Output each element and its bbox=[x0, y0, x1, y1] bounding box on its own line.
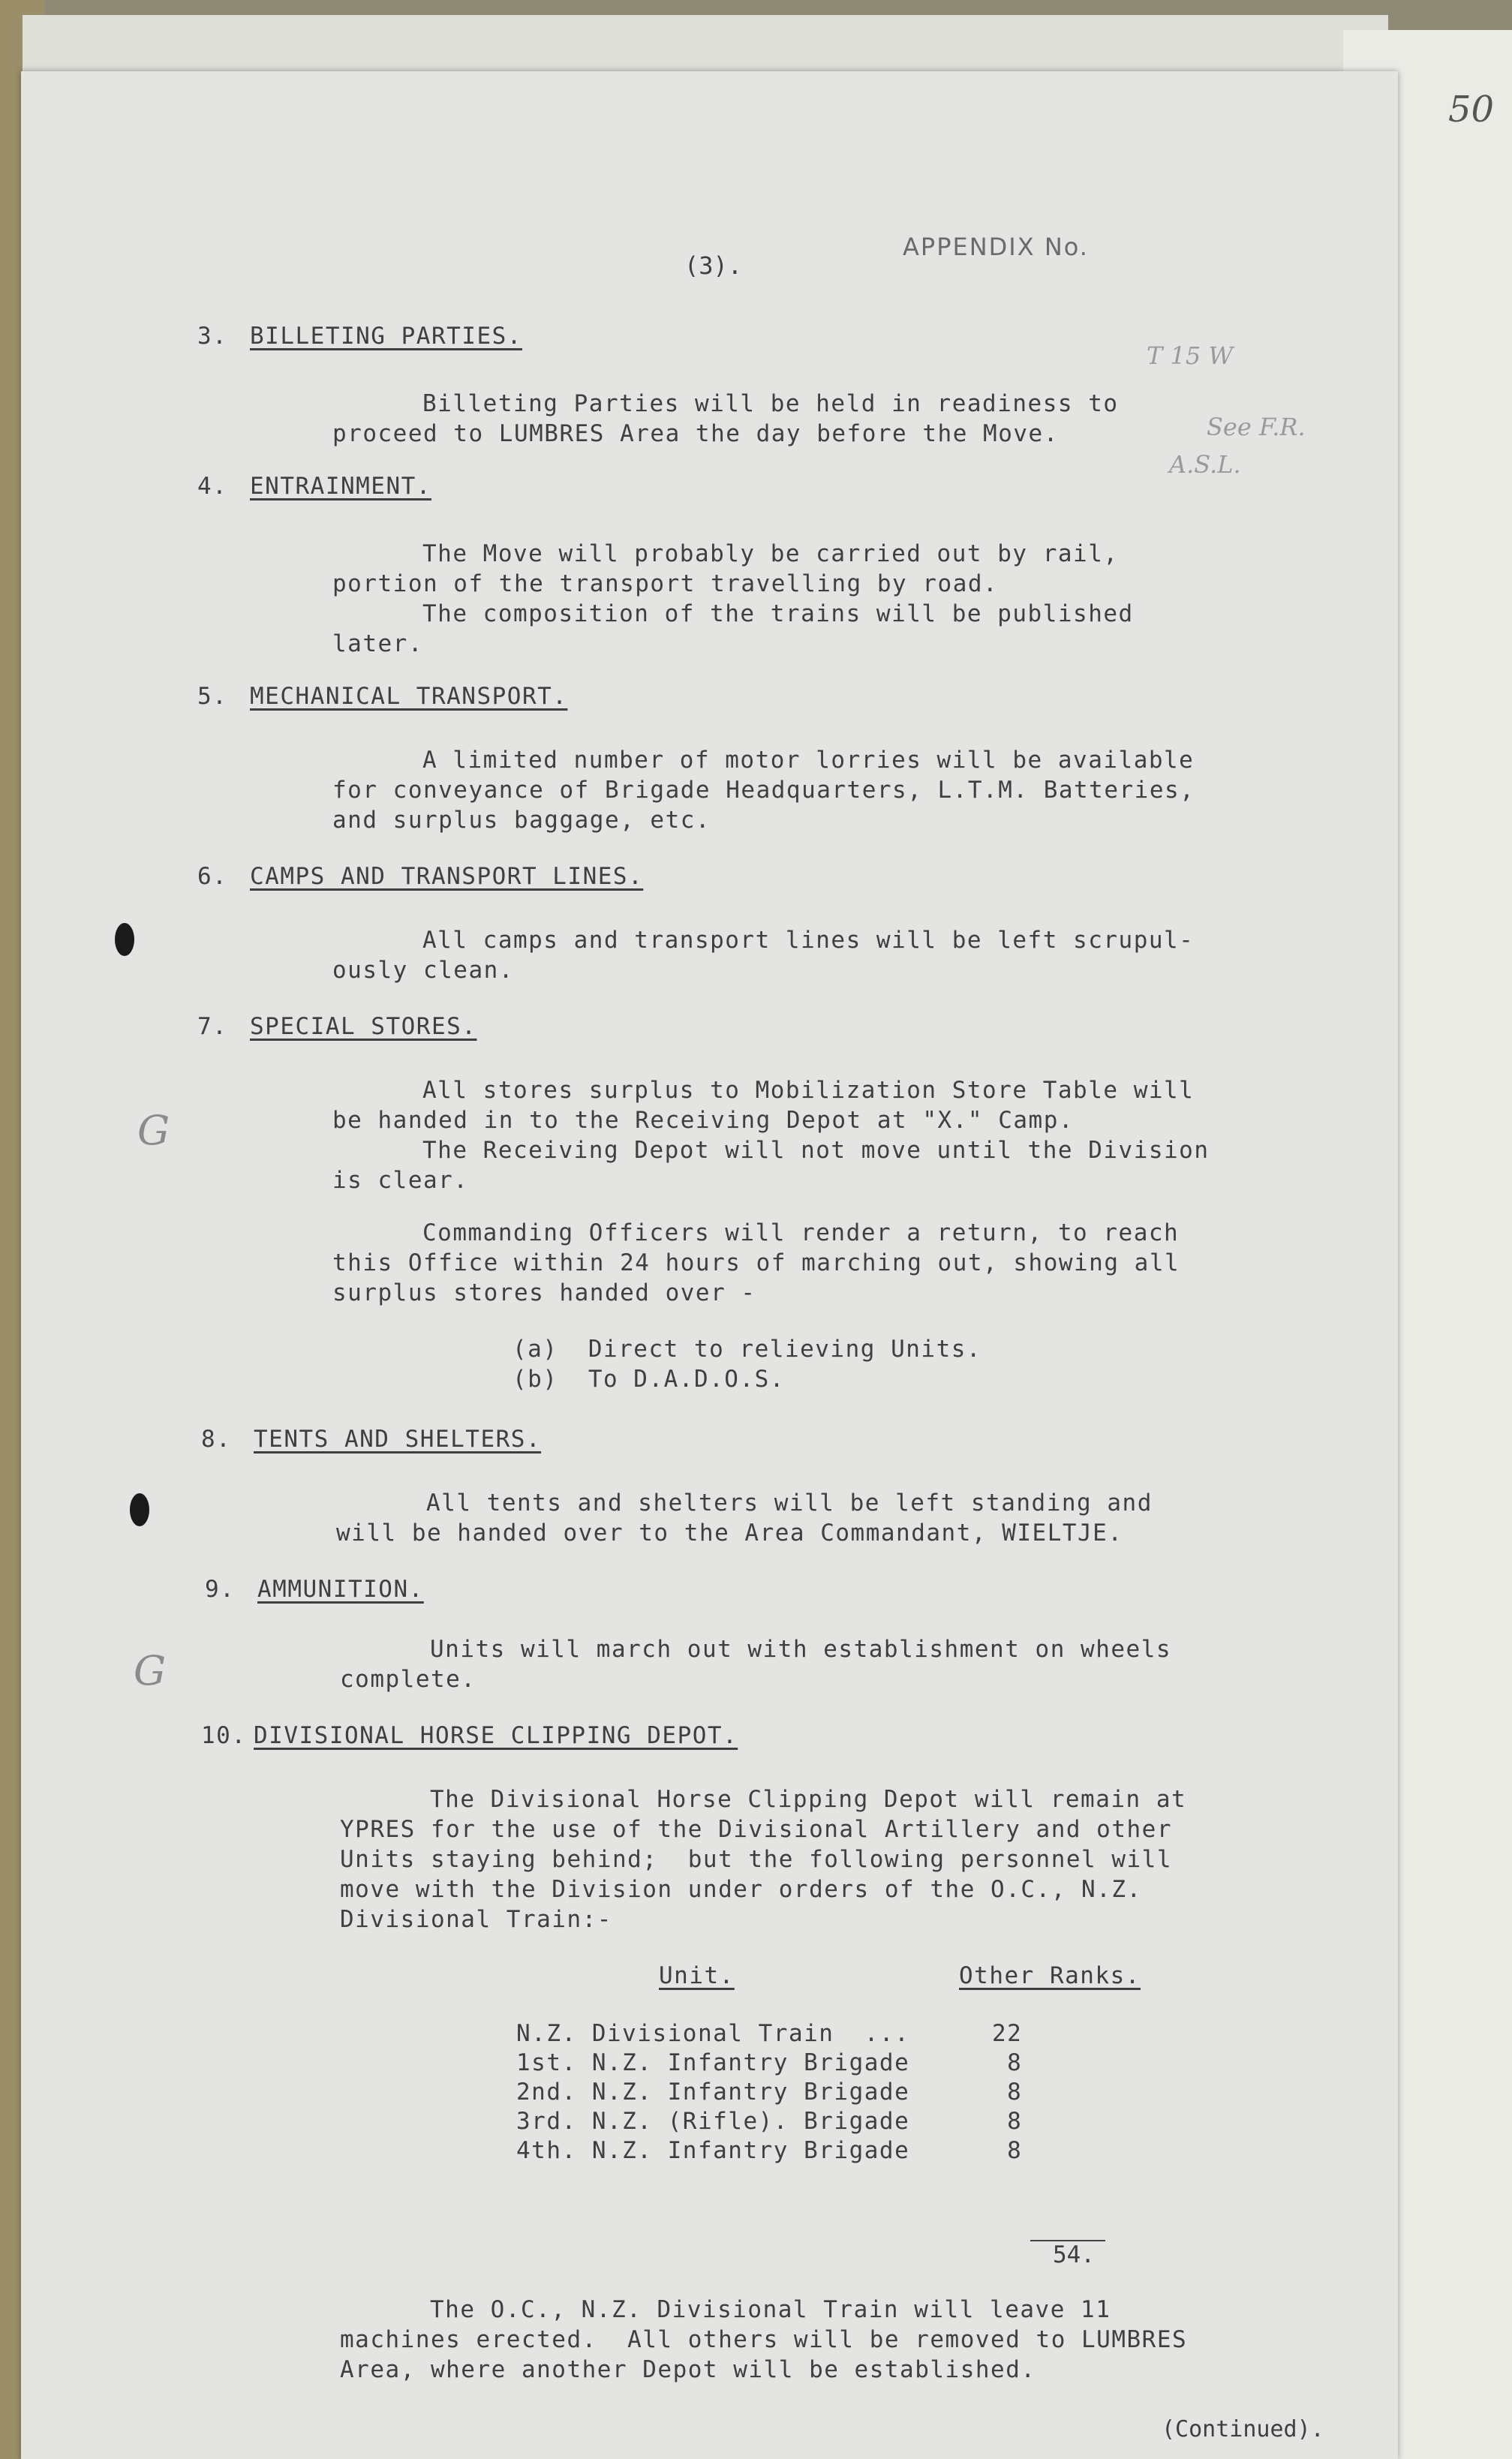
section-10-line-1: The Divisional Horse Clipping Depot will remain at bbox=[430, 1786, 1187, 1813]
section-6-line-2: ously clean. bbox=[332, 957, 514, 984]
section-7-item-b: (b) To D.A.D.O.S. bbox=[513, 1366, 785, 1393]
section-title: BILLETING PARTIES. bbox=[250, 323, 522, 350]
closing-line-1: The O.C., N.Z. Divisional Train will leave 11 bbox=[430, 2296, 1111, 2323]
section-10-line-5: Divisional Train:- bbox=[340, 1906, 612, 1933]
section-title: MECHANICAL TRANSPORT. bbox=[250, 683, 568, 710]
section-3-line-2: proceed to LUMBRES Area the day before the Move. bbox=[332, 420, 1059, 447]
section-7-line-4: is clear. bbox=[332, 1167, 469, 1194]
section-7-heading bbox=[197, 1013, 476, 1040]
section-7-item-a: (a) Direct to relieving Units. bbox=[513, 1336, 982, 1363]
section-10-line-2: YPRES for the use of the Divisional Artillery and other bbox=[340, 1816, 1172, 1843]
closing-line-3: Area, where another Depot will be established. bbox=[340, 2356, 1036, 2383]
section-8-heading bbox=[201, 1426, 541, 1453]
section-number: 4. bbox=[197, 473, 228, 500]
section-3-heading bbox=[197, 323, 522, 350]
section-4-line-3: The composition of the trains will be published bbox=[422, 600, 1134, 627]
section-5-line-1: A limited number of motor lorries will be available bbox=[422, 747, 1195, 774]
pencil-note-2: See F.R. bbox=[1207, 413, 1306, 441]
section-number: 7. bbox=[197, 1013, 228, 1040]
section-6-line-1: All camps and transport lines will be left scrupul- bbox=[422, 927, 1195, 954]
section-8-line-2: will be handed over to the Area Commandant, WIELTJE. bbox=[336, 1520, 1123, 1547]
unit-cell: 1st. N.Z. Infantry Brigade bbox=[516, 2049, 910, 2076]
table-row bbox=[516, 2136, 1052, 2165]
section-4-line-1: The Move will probably be carried out by rail, bbox=[422, 540, 1119, 567]
section-number: 3. bbox=[197, 323, 228, 350]
unit-cell: N.Z. Divisional Train ... bbox=[516, 2019, 910, 2047]
appendix-stamp: APPENDIX No. bbox=[903, 233, 1089, 261]
section-4-line-4: later. bbox=[332, 630, 423, 657]
table-header-ranks: Other Ranks. bbox=[959, 1962, 1141, 1989]
margin-mark-9: G bbox=[134, 1647, 167, 1694]
unit-cell: 2nd. N.Z. Infantry Brigade bbox=[516, 2078, 910, 2106]
table-total: 54. bbox=[1053, 2241, 1095, 2268]
section-3-line-1: Billeting Parties will be held in readiness to bbox=[422, 390, 1119, 417]
section-7-line-7: surplus stores handed over - bbox=[332, 1279, 756, 1306]
section-10-line-4: move with the Division under orders of the O.C., N.Z. bbox=[340, 1876, 1142, 1903]
section-5-heading bbox=[197, 683, 567, 710]
section-number: 5. bbox=[197, 683, 228, 710]
table-row bbox=[516, 2019, 1052, 2048]
ranks-cell: 8 bbox=[1007, 2078, 1023, 2106]
section-7-line-5: Commanding Officers will render a return, to reach bbox=[422, 1219, 1180, 1246]
section-title: ENTRAINMENT. bbox=[250, 473, 431, 500]
document-page bbox=[21, 71, 1398, 2459]
pencil-note-3: A.S.L. bbox=[1169, 450, 1241, 479]
section-9-heading bbox=[205, 1576, 424, 1603]
ranks-cell: 8 bbox=[1007, 2049, 1023, 2076]
table-row bbox=[516, 2077, 1052, 2106]
table-row bbox=[516, 2048, 1052, 2077]
section-4-line-2: portion of the transport travelling by road. bbox=[332, 570, 999, 597]
section-7-line-3: The Receiving Depot will not move until the Division bbox=[422, 1137, 1210, 1164]
section-title: CAMPS AND TRANSPORT LINES. bbox=[250, 863, 644, 890]
section-5-line-3: and surplus baggage, etc. bbox=[332, 807, 711, 834]
section-8-line-1: All tents and shelters will be left standing and bbox=[426, 1490, 1153, 1517]
continued-note: (Continued). bbox=[1162, 2416, 1324, 2442]
section-9-line-2: complete. bbox=[340, 1666, 476, 1693]
ranks-cell: 22 bbox=[991, 2019, 1023, 2047]
closing-line-2: machines erected. All others will be removed to LUMBRES bbox=[340, 2326, 1188, 2353]
personnel-table bbox=[516, 2019, 1052, 2165]
section-number: 8. bbox=[201, 1426, 232, 1453]
section-10-heading bbox=[201, 1722, 738, 1749]
section-title: SPECIAL STORES. bbox=[250, 1013, 477, 1040]
ranks-cell: 8 bbox=[1007, 2107, 1023, 2135]
punch-hole-top bbox=[115, 923, 134, 956]
ranks-cell: 8 bbox=[1007, 2136, 1023, 2164]
section-title: TENTS AND SHELTERS. bbox=[254, 1426, 542, 1453]
section-7-line-2: be handed in to the Receiving Depot at "X." Camp. bbox=[332, 1107, 1075, 1134]
page-number: (3). bbox=[684, 251, 743, 280]
punch-hole-bottom bbox=[130, 1493, 149, 1526]
table-row bbox=[516, 2106, 1052, 2136]
section-title: DIVISIONAL HORSE CLIPPING DEPOT. bbox=[254, 1722, 738, 1749]
section-4-heading bbox=[197, 473, 431, 500]
pencil-note-1: T 15 W bbox=[1147, 341, 1234, 370]
section-10-line-3: Units staying behind; but the following personnel will bbox=[340, 1846, 1172, 1873]
table-header-unit: Unit. bbox=[659, 1962, 735, 1989]
section-7-line-6: this Office within 24 hours of marching out, showing all bbox=[332, 1249, 1180, 1276]
section-number: 9. bbox=[205, 1576, 236, 1603]
margin-mark-7: G bbox=[137, 1107, 170, 1154]
section-title: AMMUNITION. bbox=[257, 1576, 424, 1603]
section-9-line-1: Units will march out with establishment on wheels bbox=[430, 1636, 1172, 1663]
unit-cell: 4th. N.Z. Infantry Brigade bbox=[516, 2136, 910, 2164]
section-5-line-2: for conveyance of Brigade Headquarters, L.T.M. Batteries, bbox=[332, 777, 1195, 804]
section-number: 6. bbox=[197, 863, 228, 890]
section-6-heading bbox=[197, 863, 643, 890]
section-7-line-1: All stores surplus to Mobilization Store Table will bbox=[422, 1077, 1195, 1104]
unit-cell: 3rd. N.Z. (Rifle). Brigade bbox=[516, 2107, 910, 2135]
section-number: 10. bbox=[201, 1722, 247, 1749]
folio-number: 50 bbox=[1448, 89, 1495, 131]
